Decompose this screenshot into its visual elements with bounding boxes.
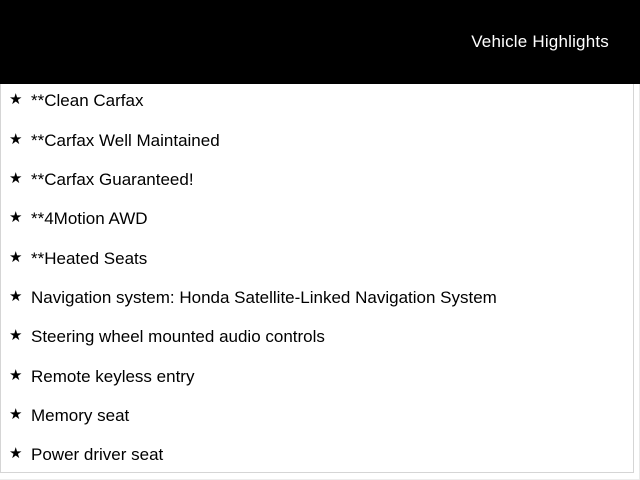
highlight-text: Memory seat: [31, 405, 130, 425]
highlight-text: Power driver seat: [31, 445, 164, 465]
star-bullet-icon: ★: [9, 169, 23, 187]
list-item: [1, 317, 633, 356]
list-item: [1, 396, 633, 435]
highlight-text: **Carfax Guaranteed!: [31, 169, 194, 189]
list-item: [1, 160, 633, 199]
list-item: [1, 238, 633, 277]
star-bullet-icon: ★: [9, 366, 23, 384]
header-bar: [0, 0, 640, 84]
star-bullet-icon: ★: [9, 287, 23, 305]
page-title: Vehicle Highlights: [471, 32, 609, 51]
highlight-text: Navigation system: Honda Satellite-Linked Navigation System: [31, 287, 497, 307]
highlight-text: **Heated Seats: [31, 248, 148, 268]
star-bullet-icon: ★: [9, 130, 23, 148]
list-item: [1, 199, 633, 238]
list-item: [1, 278, 633, 317]
highlight-text: **Carfax Well Maintained: [31, 130, 220, 150]
highlight-text: **4Motion AWD: [31, 209, 148, 229]
star-bullet-icon: ★: [9, 209, 23, 227]
star-bullet-icon: ★: [9, 248, 23, 266]
highlights-panel: [0, 84, 634, 473]
star-bullet-icon: ★: [9, 327, 23, 345]
list-item: [1, 435, 633, 473]
list-item: [1, 84, 633, 120]
star-bullet-icon: ★: [9, 91, 23, 109]
highlight-text: **Clean Carfax: [31, 91, 144, 111]
star-bullet-icon: ★: [9, 405, 23, 423]
highlight-text: Remote keyless entry: [31, 366, 195, 386]
list-item: [1, 120, 633, 159]
highlights-list: [1, 84, 633, 473]
star-bullet-icon: ★: [9, 445, 23, 463]
highlight-text: Steering wheel mounted audio controls: [31, 327, 325, 347]
list-item: [1, 356, 633, 395]
